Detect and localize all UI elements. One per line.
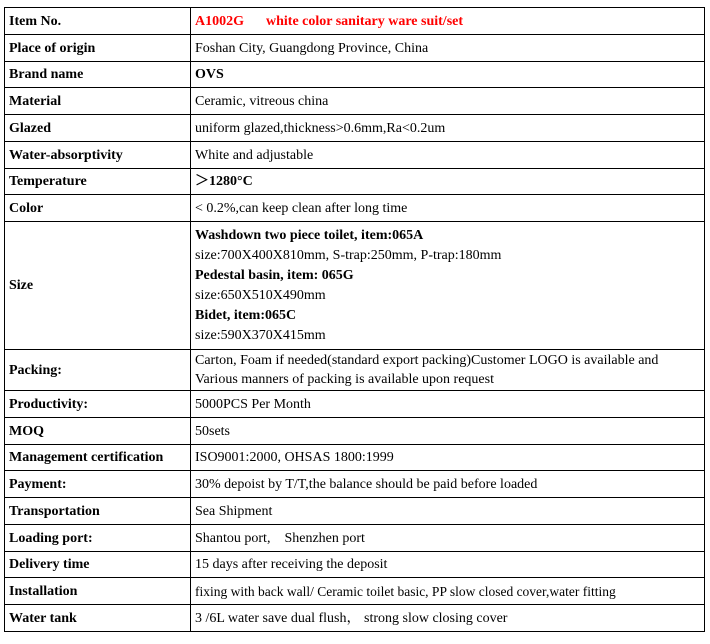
item-no-label: Item No. bbox=[5, 8, 191, 35]
table-row bbox=[5, 8, 705, 35]
material-label: Material bbox=[5, 88, 191, 115]
table-row bbox=[5, 222, 705, 350]
loading-port-value: Shantou port, Shenzhen port bbox=[191, 525, 705, 552]
size-value bbox=[191, 222, 705, 350]
table-row bbox=[5, 88, 705, 115]
toilet-title: Washdown two piece toilet, item:065A bbox=[195, 227, 424, 243]
table-row bbox=[5, 350, 705, 391]
toilet-dimensions: size:700X400X810mm, S-trap:250mm, P-trap:180mm bbox=[195, 247, 502, 263]
color-value: < 0.2%,can keep clean after long time bbox=[191, 195, 705, 222]
packing-value: Carton, Foam if needed(standard export packing)Customer LOGO is available and Various manners of packing is available upon request bbox=[191, 350, 705, 391]
delivery-time-label: Delivery time bbox=[5, 552, 191, 578]
item-no-value bbox=[191, 8, 705, 35]
transportation-value: Sea Shipment bbox=[191, 498, 705, 525]
water-absorptivity-label: Water-absorptivity bbox=[5, 142, 191, 169]
temperature-value: ＞1280°C bbox=[191, 169, 705, 195]
basin-title: Pedestal basin, item: 065G bbox=[195, 267, 354, 283]
table-row bbox=[5, 418, 705, 445]
transportation-label: Transportation bbox=[5, 498, 191, 525]
water-tank-value: 3 /6L water save dual flush， strong slow closing cover bbox=[191, 605, 705, 632]
table-row bbox=[5, 445, 705, 471]
productivity-value: 5000PCS Per Month bbox=[191, 391, 705, 418]
brand-value: OVS bbox=[191, 62, 705, 88]
origin-label: Place of origin bbox=[5, 35, 191, 62]
payment-label: Payment: bbox=[5, 471, 191, 498]
material-value: Ceramic, vitreous china bbox=[191, 88, 705, 115]
moq-label: MOQ bbox=[5, 418, 191, 445]
table-row bbox=[5, 169, 705, 195]
table-row bbox=[5, 498, 705, 525]
certification-label: Management certification bbox=[5, 445, 191, 471]
table-row bbox=[5, 195, 705, 222]
table-row bbox=[5, 142, 705, 169]
payment-value: 30% depoist by T/T,the balance should be paid before loaded bbox=[191, 471, 705, 498]
basin-dimensions: size:650X510X490mm bbox=[195, 287, 326, 303]
delivery-time-value: 15 days after receiving the deposit bbox=[191, 552, 705, 578]
item-code: A1002G bbox=[195, 13, 244, 29]
moq-value: 50sets bbox=[191, 418, 705, 445]
spec-table bbox=[4, 7, 705, 632]
bidet-dimensions: size:590X370X415mm bbox=[195, 327, 326, 343]
origin-value: Foshan City, Guangdong Province, China bbox=[191, 35, 705, 62]
packing-label: Packing: bbox=[5, 350, 191, 391]
water-absorptivity-value: White and adjustable bbox=[191, 142, 705, 169]
table-row bbox=[5, 391, 705, 418]
glazed-value: uniform glazed,thickness>0.6mm,Ra<0.2um bbox=[191, 115, 705, 142]
table-row bbox=[5, 578, 705, 605]
size-label: Size bbox=[5, 222, 191, 350]
productivity-label: Productivity: bbox=[5, 391, 191, 418]
table-row bbox=[5, 605, 705, 632]
table-row bbox=[5, 471, 705, 498]
table-row bbox=[5, 115, 705, 142]
brand-label: Brand name bbox=[5, 62, 191, 88]
table-row bbox=[5, 35, 705, 62]
water-tank-label: Water tank bbox=[5, 605, 191, 632]
installation-label: Installation bbox=[5, 578, 191, 605]
loading-port-label: Loading port: bbox=[5, 525, 191, 552]
table-row bbox=[5, 62, 705, 88]
bidet-title: Bidet, item:065C bbox=[195, 307, 297, 323]
certification-value: ISO9001:2000, OHSAS 1800:1999 bbox=[191, 445, 705, 471]
color-label: Color bbox=[5, 195, 191, 222]
installation-value: fixing with back wall/ Ceramic toilet basic, PP slow closed cover,water fitting bbox=[191, 578, 705, 605]
table-row bbox=[5, 525, 705, 552]
glazed-label: Glazed bbox=[5, 115, 191, 142]
table-row bbox=[5, 552, 705, 578]
item-description: white color sanitary ware suit/set bbox=[266, 13, 464, 29]
temperature-label: Temperature bbox=[5, 169, 191, 195]
